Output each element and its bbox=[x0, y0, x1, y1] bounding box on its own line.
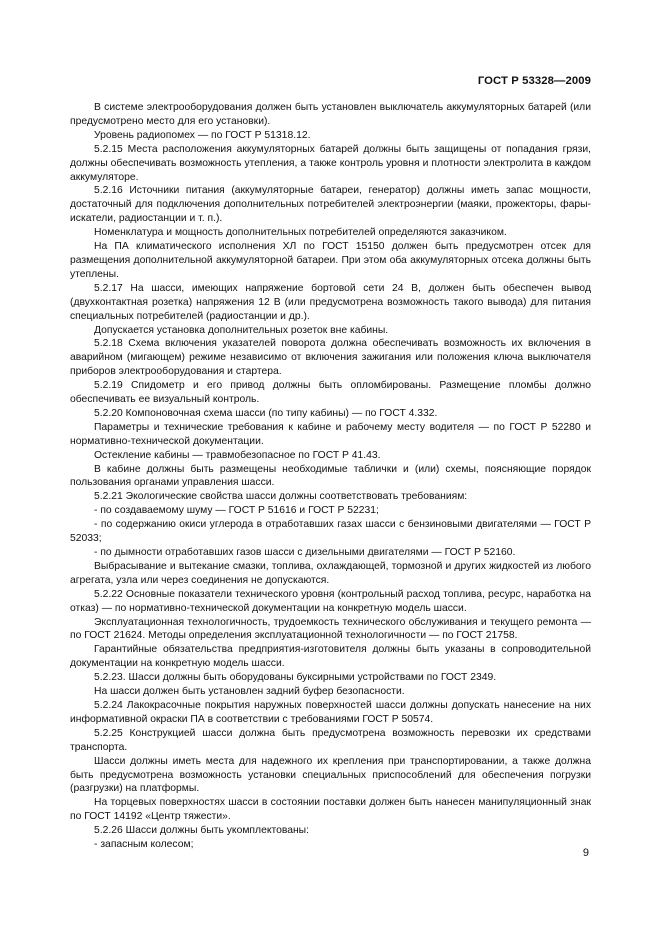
paragraph: В системе электрооборудования должен быть установлен выключатель аккумуляторных батарей (или предусмотрено место для его установки). bbox=[70, 102, 591, 127]
document-header: ГОСТ Р 53328—2009 bbox=[477, 75, 591, 87]
paragraph: 5.2.24 Лакокрасочные покрытия наружных поверхностей шасси должны допускать нанесение на них информативной окраски ПА в соответствии с требованиями ГОСТ Р 50574. bbox=[70, 699, 591, 725]
paragraph: Уровень радиопомех — по ГОСТ Р 51318.12. bbox=[94, 129, 311, 141]
paragraph: На шасси должен быть установлен задний буфер безопасности. bbox=[94, 686, 405, 698]
paragraph: 5.2.17 На шасси, имеющих напряжение бортовой сети 24 В, должен быть обеспечен вывод (двухконтактная розетка) напряжения 12 В (или предусмотрена возможность такого вывода) для питания специальных потребителей (радиостанции и др.). bbox=[70, 282, 591, 322]
paragraph: 5.2.16 Источники питания (аккумуляторные батареи, генератор) должны иметь запас мощности, достаточный для подключения дополнительных потребителей электроэнергии (маяки, прожекторы, фары-искатели, радиостанции и т. п.). bbox=[70, 185, 591, 225]
paragraph: Параметры и технические требования к кабине и рабочему месту водителя — по ГОСТ Р 52280 и нормативно-технической документации. bbox=[70, 421, 591, 447]
paragraph: Эксплуатационная технологичность, трудоемкость технического обслуживания и текущего ремонта — по ГОСТ 21624. Методы определения эксплуатационной технологичности — по ГОСТ 21758. bbox=[70, 616, 591, 642]
paragraph: В кабине должны быть размещены необходимые таблички и (или) схемы, поясняющие порядок пользования органами управления шасси. bbox=[70, 463, 591, 489]
paragraph: 5.2.18 Схема включения указателей поворота должна обеспечивать возможность их включения в аварийном (мигающем) режиме независимо от включения зажигания или положения ключа выключателя приборов электрооборудования и стартера. bbox=[70, 338, 591, 378]
paragraph: 5.2.23. Шасси должны быть оборудованы буксирными устройствами по ГОСТ 2349. bbox=[94, 672, 497, 684]
paragraph: 5.2.20 Компоновочная схема шасси (по типу кабины) — по ГОСТ 4.332. bbox=[94, 407, 438, 419]
paragraph: Допускается установка дополнительных розеток вне кабины. bbox=[94, 324, 389, 336]
paragraph: На торцевых поверхностях шасси в состоянии поставки должен быть нанесен манипуляционный знак по ГОСТ 14192 «Центр тяжести». bbox=[70, 797, 591, 823]
list-item: - по дымности отработавших газов шасси с дизельными двигателями — ГОСТ Р 52160. bbox=[94, 547, 516, 558]
paragraph: Остекление кабины — травмобезопасное по ГОСТ Р 41.43. bbox=[94, 449, 381, 461]
paragraph: Выбрасывание и вытекание смазки, топлива, охлаждающей, тормозной и других жидкостей из любого агрегата, узла или через соединения не допускаются. bbox=[70, 560, 591, 586]
paragraph: 5.2.25 Конструкцией шасси должна быть предусмотрена возможность перевозки их средствами транспорта. bbox=[70, 727, 591, 753]
document-body bbox=[70, 101, 591, 852]
paragraph: 5.2.21 Экологические свойства шасси должны соответствовать требованиям: bbox=[94, 491, 468, 503]
paragraph: Номенклатура и мощность дополнительных потребителей определяются заказчиком. bbox=[94, 227, 507, 239]
paragraph: Гарантийные обязательства предприятия-изготовителя должны быть указаны в сопроводительной документации на конкретную модель шасси. bbox=[70, 644, 591, 670]
paragraph: На ПА климатического исполнения ХЛ по ГОСТ 15150 должен быть предусмотрен отсек для размещения дополнительной аккумуляторной батареи. При этом оба аккумуляторных отсека должны быть утеплены. bbox=[70, 241, 591, 280]
paragraph: 5.2.22 Основные показатели технического уровня (контрольный расход топлива, ресурс, наработка на отказ) — по нормативно-технической документации на конкретную модель шасси. bbox=[70, 588, 591, 614]
paragraph: Шасси должны иметь места для надежного их крепления при транспортировании, а также должна быть предусмотрена возможность установки специальных приспособлений для обеспечения погрузки (разгрузки) на платформы. bbox=[70, 755, 591, 795]
paragraph: 5.2.15 Места расположения аккумуляторных батарей должны быть защищены от попадания грязи, должны обеспечивать возможность утепления, а также контроль уровня и плотности электролита в каждом аккумуляторе. bbox=[70, 143, 591, 183]
list-item: - по создаваемому шуму — ГОСТ Р 51616 и ГОСТ Р 52231; bbox=[94, 505, 379, 517]
page-number: 9 bbox=[582, 847, 589, 859]
list-item: - по содержанию окиси углерода в отработавших газах шасси с бензиновыми двигателями — ГОСТ Р 52033; bbox=[70, 519, 591, 545]
paragraph: 5.2.26 Шасси должны быть укомплектованы: bbox=[94, 825, 309, 837]
paragraph: 5.2.19 Спидометр и его привод должны быть опломбированы. Размещение пломбы должно обеспечивать ее визуальный контроль. bbox=[70, 380, 591, 406]
list-item: - запасным колесом; bbox=[94, 839, 194, 851]
